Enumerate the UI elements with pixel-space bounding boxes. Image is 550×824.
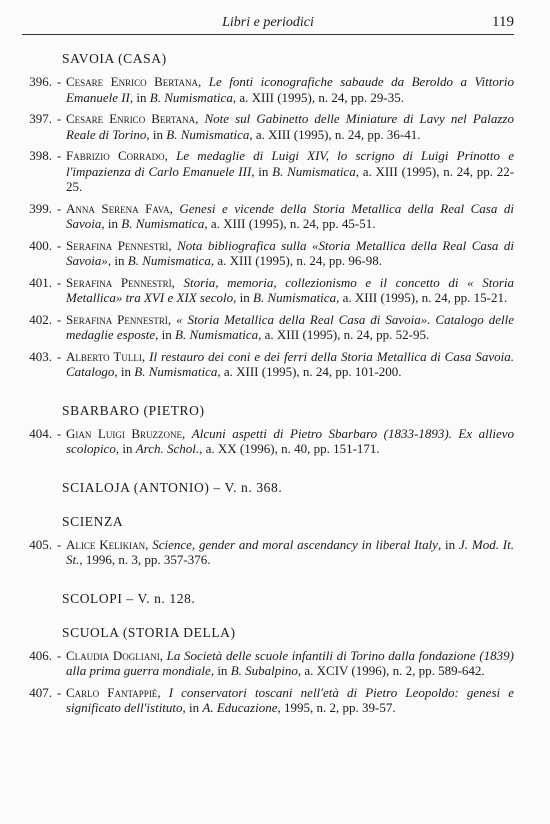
bibliography-entry: 402. - Serafina Pennestrì, « Storia Metallica della Real Casa di Savoia». Catalogo delle medaglie esposte, in B. Numismatica, a. XIII (1995), n. 24, pp. 52-95. — [22, 312, 514, 343]
entry-number: 398. — [29, 148, 52, 163]
entry-journal: B. Subalpino — [230, 663, 298, 678]
entry-title: Nota bibliografica sulla «Storia Metallica della Real Casa di Savoia» — [66, 237, 515, 268]
entry-text: Serafina Pennestrì, « Storia Metallica della Real Casa di Savoia». Catalogo delle medaglie esposte, in B. Numismatica, a. XIII (1995), n. 24, pp. 52-95. — [66, 311, 514, 342]
entry-journal: B. Numismatica — [272, 163, 356, 179]
bibliography-entry: 406. - Claudia Dogliani, La Società delle scuole infantili di Torino dalla fondazione (1839) alla prima guerra mondiale, in B. Subalpino, a. XCIV (1996), n. 2, pp. 589-642. — [22, 648, 514, 679]
entry-text: Alberto Tulli, Il restauro dei coni e dei ferri della Storia Metallica di Casa Savoia. Catalogo, in B. Numismatica, a. XIII (1995), n. 24, pp. 101-200. — [66, 348, 514, 379]
entry-journal: B. Numismatica — [166, 126, 250, 142]
entry-details: a. XIII (1995), n. 24, pp. 29-35. — [239, 89, 404, 105]
entry-details: a. XIII (1995), n. 24, pp. 45-51. — [210, 216, 376, 231]
section-heading: SCOLOPI – V. n. 128. — [62, 590, 196, 606]
entry-text: Cesare Enrico Bertana, Note sul Gabinetto delle Miniature di Lavy nel Palazzo Reale di Torino, in B. Numismatica, a. XIII (1995), n. 24, pp. 36-41. — [66, 111, 514, 142]
page-header — [22, 14, 514, 35]
entry-text: Serafina Pennestrì, Storia, memoria, collezionismo e il concetto di « Storia Metallica» tra XVI e XIX secolo, in B. Numismatica, a. XIII (1995), n. 24, pp. 15-21. — [66, 274, 515, 305]
entry-author: Serafina Pennestrì — [66, 274, 172, 290]
entry-number: 405. — [29, 536, 52, 552]
section-heading: SCIALOJA (ANTONIO) – V. n. 368. — [62, 479, 283, 495]
entry-author: Serafina Pennestrì — [66, 237, 169, 253]
entry-text: Cesare Enrico Bertana, Le fonti iconografiche sabaude da Beroldo a Vittorio Emanuele II, in B. Numismatica, a. XIII (1995), n. 24, pp. 29-35. — [66, 74, 514, 105]
bibliography-entry: 400. - Serafina Pennestrì, Nota bibliografica sulla «Storia Metallica della Real Casa di Savoia», in B. Numismatica, a. XIII (1995), n. 24, pp. 96-98. — [22, 238, 514, 269]
entry-title: Il restauro dei coni e dei ferri della Storia Metallica di Casa Savoia. Catalogo — [66, 348, 514, 379]
bibliography-entry: 401. - Serafina Pennestrì, Storia, memoria, collezionismo e il concetto di « Storia Metallica» tra XVI e XIX secolo, in B. Numismatica, a. XIII (1995), n. 24, pp. 15-21. — [22, 275, 514, 306]
entry-title: Note sul Gabinetto delle Miniature di Lavy nel Palazzo Reale di Torino — [66, 111, 514, 142]
entry-title: Genesi e vicende della Storia Metallica della Real Casa di Savoia — [66, 200, 515, 231]
entry-title: Storia, memoria, collezionismo e il concetto di « Storia Metallica» tra XVI e XIX secolo — [66, 274, 515, 305]
entry-author: Gian Luigi Bruzzone — [66, 425, 182, 441]
entry-number: 402. — [29, 311, 52, 327]
entry-number: 400. — [29, 237, 52, 253]
entry-journal: B. Numismatica — [253, 290, 337, 305]
entry-author: Fabrizio Corrado — [66, 148, 165, 163]
entry-number: 397. — [29, 111, 52, 126]
bibliography-entry: 398. - Fabrizio Corrado, Le medaglie di Luigi XIV, lo scrigno di Luigi Prinotto e l'impazienza di Carlo Emanuele III, in B. Numismatica, a. XIII (1995), n. 24, pp. 22-25. — [22, 148, 514, 195]
entry-number: 404. — [29, 425, 52, 441]
entry-details: a. XCIV (1996), n. 2, pp. 589-642. — [304, 663, 485, 678]
entry-author: Serafina Pennestrì — [66, 311, 168, 327]
entry-title: « Storia Metallica della Real Casa di Savoia». Catalogo delle medaglie esposte — [66, 311, 514, 342]
entry-journal: J. Mod. It. St. — [66, 536, 514, 567]
entry-details: a. XIII (1995), n. 24, pp. 22-25. — [66, 163, 515, 194]
entry-details: 1995, n. 2, pp. 39-57. — [284, 700, 396, 715]
entry-details: a. XIII (1995), n. 24, pp. 101-200. — [223, 364, 402, 379]
entry-number: 399. — [29, 200, 52, 216]
entry-details: a. XIII (1995), n. 24, pp. 36-41. — [255, 126, 421, 142]
bibliography-entry: 404. - Gian Luigi Bruzzone, Alcuni aspetti di Pietro Sbarbaro (1833-1893). Ex allievo scolopico, in Arch. Schol., a. XX (1996), n. 40, pp. 151-171. — [22, 426, 514, 457]
entry-journal: Arch. Schol. — [135, 441, 200, 456]
entry-text: Anna Serena Fava, Genesi e vicende della Storia Metallica della Real Casa di Savoia, in B. Numismatica, a. XIII (1995), n. 24, pp. 45-51. — [66, 200, 515, 231]
entry-title: Le fonti iconografiche sabaude da Beroldo a Vittorio Emanuele II — [66, 74, 514, 105]
entry-author: Claudia Dogliani — [66, 647, 160, 663]
entry-details: a. XIII (1995), n. 24, pp. 96-98. — [217, 253, 382, 268]
section-heading: SCIENZA — [62, 513, 124, 529]
entry-title: La Società delle scuole infantili di Torino dalla fondazione (1839) alla prima guerra mondiale — [66, 647, 515, 678]
section-heading: SCUOLA (STORIA DELLA) — [62, 624, 236, 640]
section-heading: SAVOIA (CASA) — [62, 51, 167, 66]
entry-title: Alcuni aspetti di Pietro Sbarbaro (1833-1893). Ex allievo scolopico — [66, 425, 515, 456]
section-heading: SBARBARO (PIETRO) — [62, 402, 205, 418]
entry-journal: A. Educazione — [202, 700, 278, 715]
entry-text: Gian Luigi Bruzzone, Alcuni aspetti di Pietro Sbarbaro (1833-1893). Ex allievo scolopico, in Arch. Schol., a. XX (1996), n. 40, pp. 151-171. — [66, 425, 515, 456]
entry-text: Carlo Fantappiè, I conservatori toscani nell'età di Pietro Leopoldo: genesi e significato dell'istituto, in A. Educazione, 1995, n. 2, pp. 39-57. — [66, 684, 515, 715]
entry-journal: B. Numismatica — [121, 216, 205, 231]
bibliography-content — [22, 50, 514, 716]
running-head: Libri e periodici — [222, 15, 314, 30]
entry-details: a. XIII (1995), n. 24, pp. 52-95. — [264, 327, 430, 342]
entry-number: 396. — [29, 74, 52, 89]
entry-journal: B. Numismatica — [149, 89, 233, 105]
entry-journal: B. Numismatica — [134, 364, 218, 379]
entry-text: Fabrizio Corrado, Le medaglie di Luigi XIV, lo scrigno di Luigi Prinotto e l'impazienza di Carlo Emanuele III, in B. Numismatica, a. XIII (1995), n. 24, pp. 22-25. — [66, 148, 515, 194]
entry-title: I conservatori toscani nell'età di Pietro Leopoldo: genesi e significato dell'istituto — [66, 684, 515, 715]
entry-number: 403. — [29, 348, 52, 364]
bibliography-entry: 403. - Alberto Tulli, Il restauro dei coni e dei ferri della Storia Metallica di Casa Savoia. Catalogo, in B. Numismatica, a. XIII (1995), n. 24, pp. 101-200. — [22, 349, 514, 380]
bibliography-entry: 407. - Carlo Fantappiè, I conservatori toscani nell'età di Pietro Leopoldo: genesi e significato dell'istituto, in A. Educazione, 1995, n. 2, pp. 39-57. — [22, 685, 514, 716]
entry-journal: B. Numismatica — [127, 253, 211, 268]
entry-details: a. XIII (1995), n. 24, pp. 15-21. — [342, 290, 508, 305]
entry-number: 401. — [29, 274, 52, 290]
bibliography-entry: 396. - Cesare Enrico Bertana, Le fonti iconografiche sabaude da Beroldo a Vittorio Emanuele II, in B. Numismatica, a. XIII (1995), n. 24, pp. 29-35. — [22, 74, 514, 105]
entry-text: Alice Kelikian, Science, gender and moral ascendancy in liberal Italy, in J. Mod. It. St., 1996, n. 3, pp. 357-376. — [66, 536, 514, 567]
entry-author: Cesare Enrico Bertana — [66, 111, 196, 126]
entry-text: Serafina Pennestrì, Nota bibliografica sulla «Storia Metallica della Real Casa di Savoia», in B. Numismatica, a. XIII (1995), n. 24, pp. 96-98. — [66, 237, 515, 268]
entry-text: Claudia Dogliani, La Società delle scuole infantili di Torino dalla fondazione (1839) alla prima guerra mondiale, in B. Subalpino, a. XCIV (1996), n. 2, pp. 589-642. — [66, 647, 515, 678]
entry-title: Science, gender and moral ascendancy in liberal Italy — [152, 536, 438, 552]
entry-details: 1996, n. 3, pp. 357-376. — [85, 552, 211, 567]
entry-number: 407. — [29, 684, 52, 700]
entry-author: Alice Kelikian — [66, 536, 146, 552]
entry-details: a. XX (1996), n. 40, pp. 151-171. — [205, 441, 380, 456]
entry-journal: B. Numismatica — [175, 327, 259, 342]
entry-author: Anna Serena Fava — [66, 200, 170, 216]
bibliography-entry: 399. - Anna Serena Fava, Genesi e vicende della Storia Metallica della Real Casa di Savoia, in B. Numismatica, a. XIII (1995), n. 24, pp. 45-51. — [22, 201, 514, 232]
entry-number: 406. — [29, 647, 52, 663]
entry-author: Cesare Enrico Bertana — [66, 74, 199, 89]
entry-author: Carlo Fantappiè — [66, 684, 158, 700]
page-number: 119 — [492, 14, 514, 30]
bibliography-entry: 405. - Alice Kelikian, Science, gender and moral ascendancy in liberal Italy, in J. Mod. It. St., 1996, n. 3, pp. 357-376. — [22, 537, 514, 568]
entry-author: Alberto Tulli — [66, 348, 142, 364]
bibliography-entry: 397. - Cesare Enrico Bertana, Note sul Gabinetto delle Miniature di Lavy nel Palazzo Reale di Torino, in B. Numismatica, a. XIII (1995), n. 24, pp. 36-41. — [22, 111, 514, 142]
entry-title: Le medaglie di Luigi XIV, lo scrigno di Luigi Prinotto e l'impazienza di Carlo Emanuele III — [66, 148, 515, 179]
